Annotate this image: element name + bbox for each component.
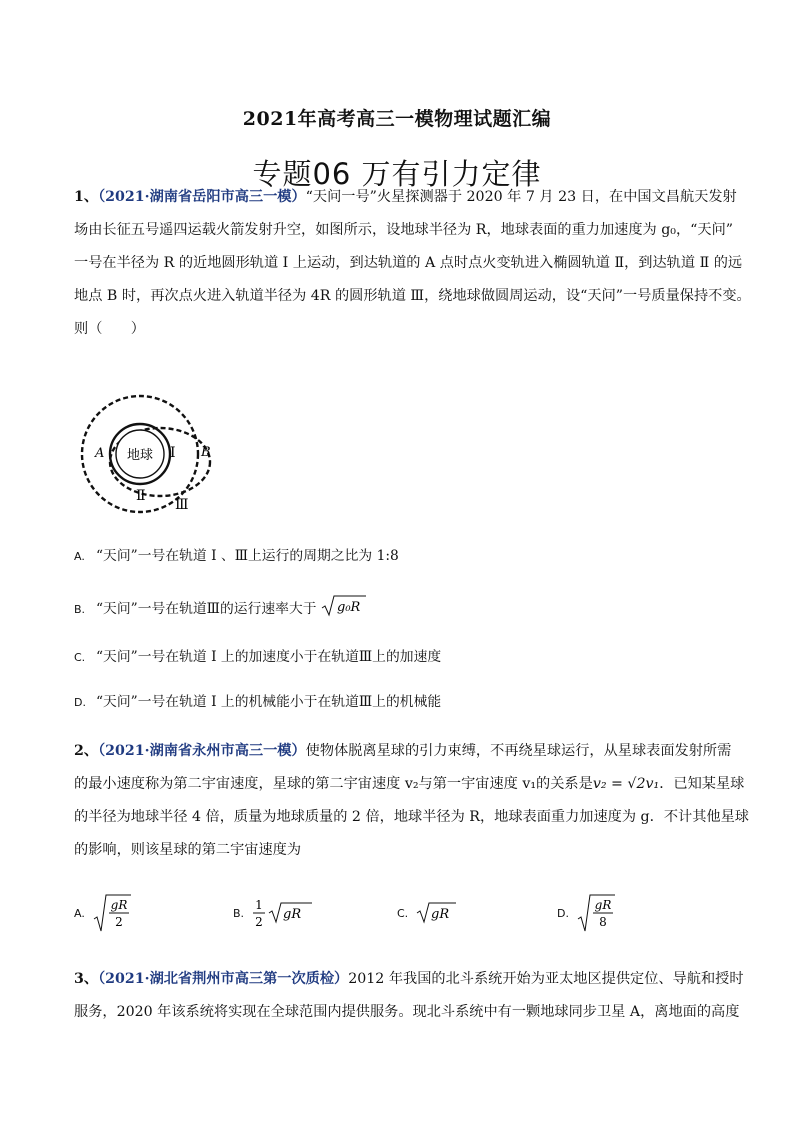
question-2-option-c[interactable]: C. gR <box>397 892 458 934</box>
orbit-diagram <box>74 394 234 518</box>
question-2-line-4: 的影响，则该星球的第二宇宙速度为 <box>74 842 302 858</box>
svg-text:gR: gR <box>431 907 450 922</box>
question-3-line-1: 3、（2021·湖北省荆州市高三第一次质检）2012 年我国的北斗系统开始为亚太地区提供定位、导航和授时 <box>74 971 744 987</box>
svg-text:1: 1 <box>255 898 263 912</box>
question-2-line-3: 的半径为地球半径 4 倍，质量为地球质量的 2 倍，地球半径为 R，地球表面重力加速度为 g．不计其他星球 <box>74 809 749 825</box>
orbit-i-label: I <box>170 445 176 461</box>
svg-text:gR: gR <box>594 898 612 912</box>
radical-g0r <box>321 594 367 625</box>
question-1-option-d[interactable]: D. “天问”一号在轨道 Ⅰ 上的机械能小于在轨道Ⅲ上的机械能 <box>74 694 442 710</box>
question-2-option-b[interactable]: B. 1 2 gR <box>233 892 314 934</box>
svg-text:2: 2 <box>255 915 263 929</box>
orbit-iii-label: Ⅲ <box>175 497 189 513</box>
question-source: （2021·湖南省永州市高三一模） <box>98 743 306 759</box>
sqrt-gr <box>416 893 458 933</box>
question-3 <box>74 963 744 1029</box>
question-1-line-1: 1、（2021·湖南省岳阳市高三一模）“天问一号”火星探测器于 2020 年 7 月 23 日，在中国文昌航天发射 <box>74 189 737 205</box>
question-2-option-a[interactable]: A. gR 2 <box>74 892 133 934</box>
svg-text:gR: gR <box>283 907 302 922</box>
question-1-line-3: 一号在半径为 R 的近地圆形轨道 Ⅰ 上运动，到达轨道的 A 点时点火变轨进入椭圆轨道 Ⅱ，到达轨道 Ⅱ 的远 <box>74 255 743 271</box>
question-source: （2021·湖北省荆州市高三第一次质检） <box>98 971 349 987</box>
question-number: 1、 <box>74 189 99 205</box>
half-sqrt-gr <box>252 893 314 933</box>
question-1-line-4: 地点 B 时，再次点火进入轨道半径为 4R 的圆形轨道 Ⅲ，绕地球做圆周运动，设“天问”一号质量保持不变。 <box>74 288 751 304</box>
svg-text:8: 8 <box>599 915 607 929</box>
question-2-line-2: 的最小速度称为第二宇宙速度，星球的第二宇宙速度 v₂与第一宇宙速度 v₁的关系是v₂ = √2v₁．已知某星球 <box>74 776 745 792</box>
question-2-line-1: 2、（2021·湖南省永州市高三一模）使物体脱离星球的引力束缚，不再绕星球运行，从星球表面发射所需 <box>74 743 732 759</box>
question-3-line-2: 服务，2020 年该系统将实现在全球范围内提供服务。现北斗系统中有一颗地球同步卫星 A，离地面的高度 <box>74 1004 740 1020</box>
sqrt-gr-over-2 <box>93 893 133 933</box>
earth-label: 地球 <box>126 448 154 463</box>
sqrt-gr-over-8 <box>577 893 617 933</box>
relation-formula: v₂ = √2v₁ <box>592 776 660 792</box>
question-1-line-5: 则（ ） <box>74 321 145 337</box>
point-a-label: A <box>95 446 105 461</box>
question-number: 3、 <box>74 971 99 987</box>
topic-title: 专题06 万有引力定律 <box>252 157 542 191</box>
question-1 <box>74 181 751 346</box>
question-1-option-c[interactable]: C. “天问”一号在轨道 Ⅰ 上的加速度小于在轨道Ⅲ上的加速度 <box>74 649 442 665</box>
radical-content: g₀R <box>336 600 361 615</box>
point-b-label: B <box>201 445 211 460</box>
svg-text:2: 2 <box>115 915 123 929</box>
orbit-ii-label: Ⅱ <box>136 488 146 504</box>
question-2-option-d[interactable]: D. gR 8 <box>557 892 617 934</box>
question-2 <box>74 735 749 867</box>
question-source: （2021·湖南省岳阳市高三一模） <box>98 189 306 205</box>
collection-title: 2021年高考高三一模物理试题汇编 <box>242 108 552 130</box>
question-number: 2、 <box>74 743 99 759</box>
question-1-option-b[interactable]: B. “天问”一号在轨道Ⅲ的运行速率大于 g₀R <box>74 594 367 625</box>
question-1-option-a[interactable]: A. “天问”一号在轨道 Ⅰ 、Ⅲ上运行的周期之比为 1:8 <box>74 548 399 564</box>
question-1-line-2: 场由长征五号遥四运载火箭发射升空，如图所示，设地球半径为 R，地球表面的重力加速度为 g₀，“天问” <box>74 222 734 238</box>
svg-text:gR: gR <box>110 898 128 912</box>
